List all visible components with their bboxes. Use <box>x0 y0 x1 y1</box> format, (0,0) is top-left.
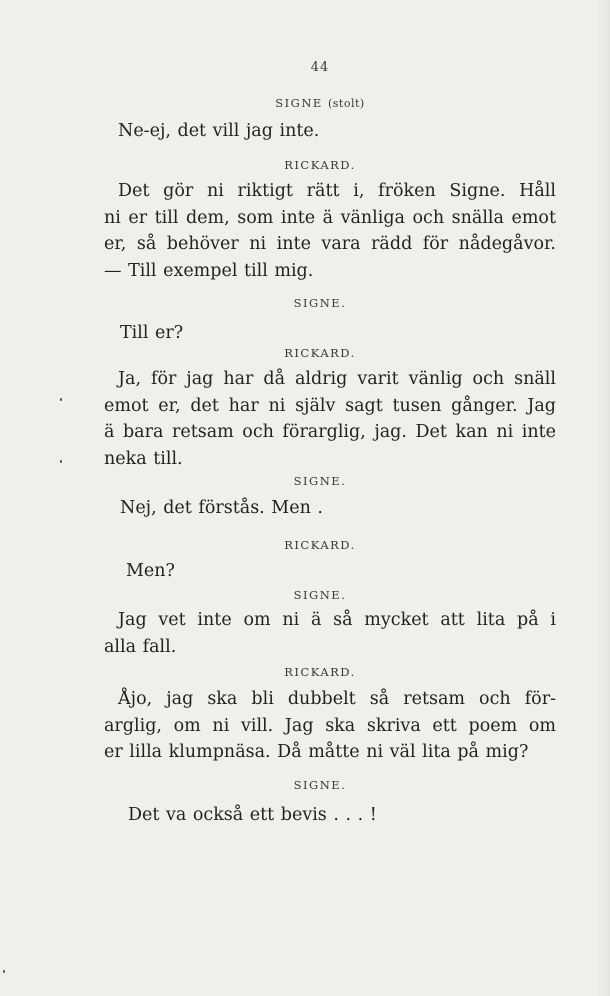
print-speck <box>60 398 62 401</box>
speech-block <box>126 558 578 585</box>
speech-block <box>104 178 556 284</box>
speech-line: Till er? <box>120 323 184 343</box>
speaker-name: RICKARD. <box>284 665 356 679</box>
speaker-name: SIGNE. <box>293 588 347 602</box>
speech-line: Ja, för jag har då aldrig varit vänlig och snäll <box>118 369 556 389</box>
speech-block <box>104 607 556 660</box>
stage-direction: (stolt) <box>328 97 365 110</box>
speaker-name: RICKARD. <box>284 158 356 172</box>
speech-block <box>104 686 556 766</box>
speech-block <box>104 366 556 472</box>
speech-line: Men? <box>126 561 175 581</box>
speech-line: ä bara retsam och förarglig, jag. Det kan ni inte <box>104 422 556 443</box>
speaker-name: SIGNE. <box>293 474 347 488</box>
speech-line: er, så behöver ni inte vara rädd för nådegåvor. <box>104 234 556 255</box>
speech-line: er lilla klumpnäsa. Då måtte ni väl lita på mig? <box>104 742 529 763</box>
speech-line: emot er, det har ni själv sagt tusen gånger. Jag <box>104 395 556 416</box>
speech-line: neka till. <box>104 448 183 469</box>
speech-block <box>120 320 572 347</box>
speech-line: Det va också ett bevis . . . ! <box>128 805 377 825</box>
speaker-name: SIGNE. <box>293 778 347 792</box>
speech-line: — Till exempel till mig. <box>104 260 314 281</box>
speaker-label: SIGNE <box>275 96 323 110</box>
speaker-name: SIGNE. <box>293 296 347 310</box>
speech-block <box>128 802 580 829</box>
speech-block <box>120 495 572 522</box>
speech-block <box>118 118 570 145</box>
print-speck <box>60 460 62 463</box>
speaker-name: RICKARD. <box>284 346 356 360</box>
print-speck <box>3 970 5 973</box>
speaker-name: RICKARD. <box>284 538 356 552</box>
speech-line: alla fall. <box>104 636 177 657</box>
page-edge-shadow <box>596 0 610 996</box>
speech-line: Det gör ni riktigt rätt i, fröken Signe. Håll <box>118 181 556 201</box>
speech-line: arglig, om ni vill. Jag ska skriva ett poem om <box>104 715 556 736</box>
speech-line: Åjo, jag ska bli dubbelt så retsam och för- <box>118 689 556 709</box>
speech-line: ni er till dem, som inte ä vänliga och snälla emot <box>104 207 556 228</box>
speech-line: Jag vet inte om ni ä så mycket att lita på i <box>118 610 556 630</box>
speaker-name <box>0 96 610 110</box>
speech-line: Nej, det förstås. Men . <box>120 498 323 518</box>
page-number: 44 <box>310 60 330 75</box>
speech-line: Ne-ej, det vill jag inte. <box>118 121 320 141</box>
